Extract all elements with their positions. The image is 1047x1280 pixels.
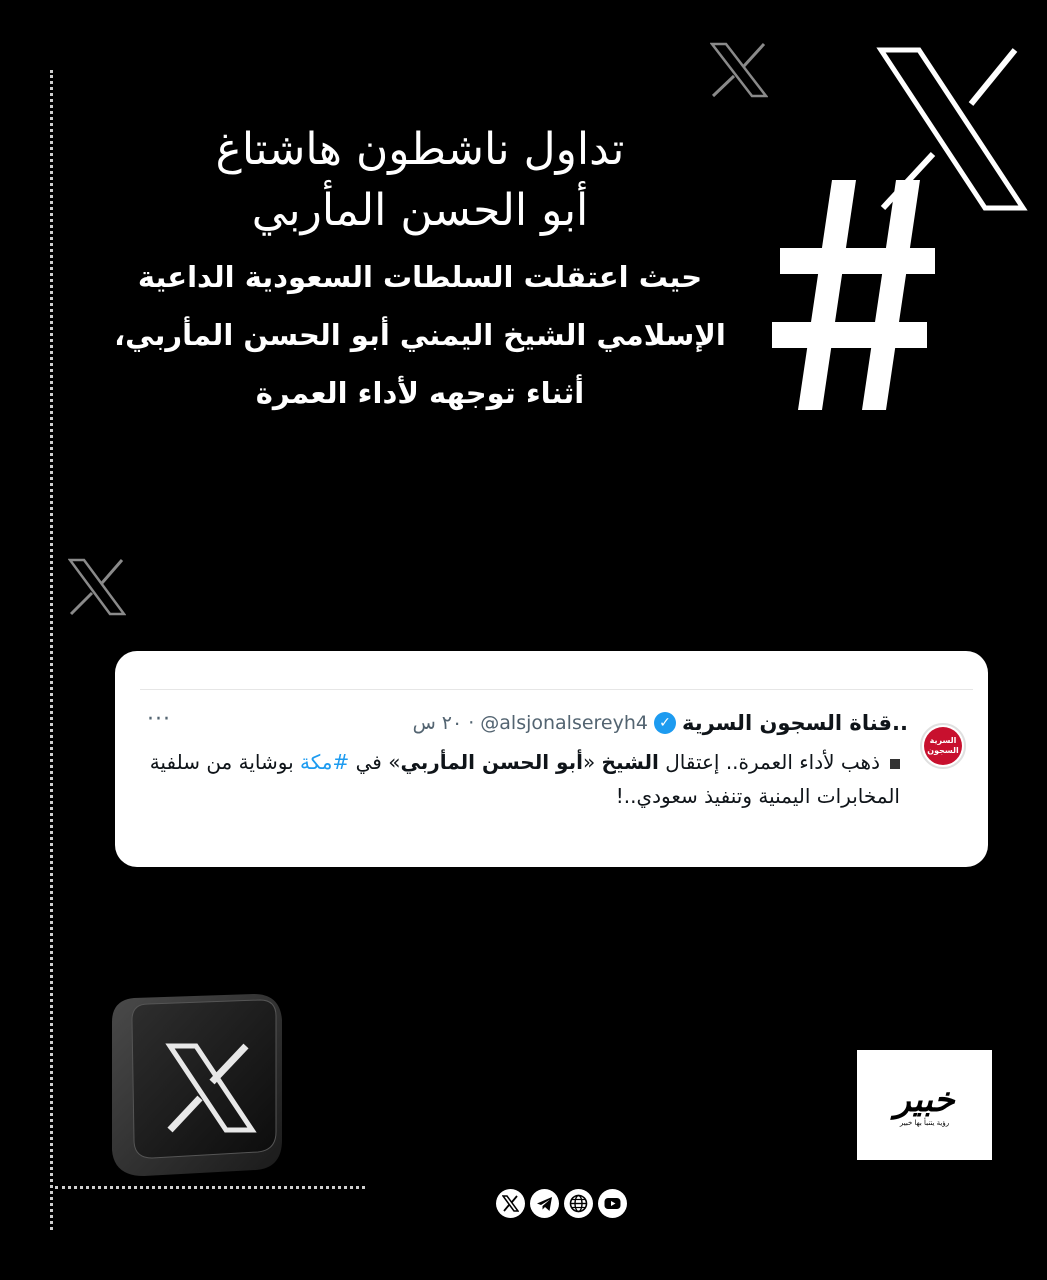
avatar[interactable] xyxy=(920,723,966,769)
headline xyxy=(100,120,740,422)
avatar-text: السرية السجون xyxy=(924,727,962,765)
more-options-icon[interactable]: ··· xyxy=(147,707,171,732)
tweet-author-name[interactable]: ..قناة السجون السرية xyxy=(682,711,908,735)
separator-dot: · xyxy=(468,712,475,734)
verified-badge-icon: ✓ xyxy=(654,712,676,734)
headline-sub-line-2: الإسلامي الشيخ اليمني أبو الحسن المأربي، xyxy=(114,318,726,352)
bullet-square-icon xyxy=(890,759,900,769)
vertical-dotted-divider xyxy=(50,70,53,1230)
globe-icon[interactable] xyxy=(564,1189,593,1218)
tweet-header xyxy=(413,711,908,735)
x-app-icon xyxy=(104,990,286,1178)
headline-line-2: أبو الحسن المأربي xyxy=(251,185,589,236)
hashtag-link[interactable]: #مكة xyxy=(300,750,350,774)
brand-logo xyxy=(857,1050,992,1160)
headline-line-1: تداول ناشطون هاشتاغ xyxy=(215,124,625,175)
youtube-icon[interactable] xyxy=(598,1189,627,1218)
x-icon[interactable] xyxy=(496,1189,525,1218)
x-logo-small-icon xyxy=(68,558,126,616)
headline-sub-line-3: أثناء توجهه لأداء العمرة xyxy=(255,376,585,410)
brand-logo-script: خبير xyxy=(894,1080,955,1120)
tweet-divider xyxy=(140,689,973,690)
tweet-author-handle[interactable]: @alsjonalsereyh4 xyxy=(480,712,648,734)
headline-sub-line-1: حيث اعتقلت السلطات السعودية الداعية xyxy=(137,260,703,294)
horizontal-dotted-divider xyxy=(55,1186,365,1189)
x-logo-small-icon xyxy=(710,42,768,98)
hashtag-icon xyxy=(770,170,940,420)
tweet-card xyxy=(115,651,988,867)
tweet-timestamp[interactable]: ٢٠ س xyxy=(412,712,463,734)
brand-logo-tagline: رؤية يتنبأ بها خبير xyxy=(899,1119,950,1127)
telegram-icon[interactable] xyxy=(530,1189,559,1218)
social-icons xyxy=(496,1189,627,1218)
tweet-text: ذهب لأداء العمرة.. إعتقال الشيخ «أبو الحسن المأربي» في #مكة بوشاية من سلفية المخابرات اليمنية وتنفيذ سعودي..! xyxy=(149,750,900,808)
